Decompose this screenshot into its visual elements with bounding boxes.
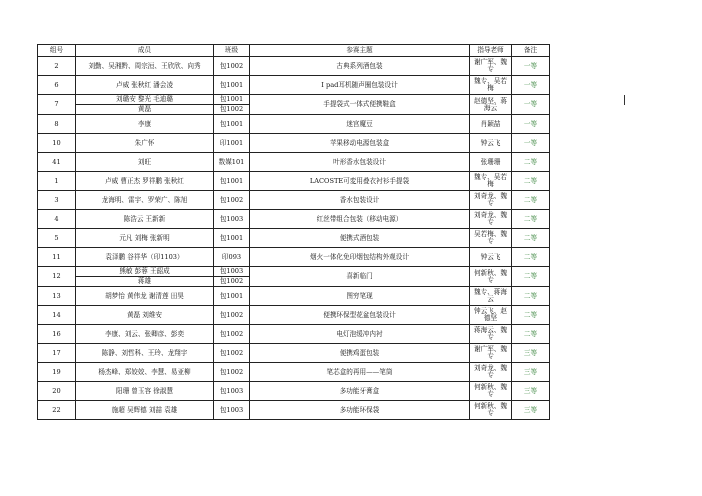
- cell-award: 三等: [512, 401, 550, 420]
- cell-topic: 喜新临门: [250, 267, 470, 287]
- cell-topic: 叶形香水包装设计: [250, 153, 470, 172]
- cell-award: 二等: [512, 325, 550, 344]
- cell-teacher: 刘奇龙、魏专: [470, 210, 512, 229]
- header-class: 班级: [214, 45, 250, 57]
- cell-teacher: 蒋海云、魏专: [470, 325, 512, 344]
- cell-award: 三等: [512, 344, 550, 363]
- table-row: [38, 134, 550, 153]
- cell-group: 2: [38, 57, 76, 76]
- text-cursor: [624, 95, 625, 105]
- cell-group: 4: [38, 210, 76, 229]
- cell-topic: 笔芯盒的再用——笔筒: [250, 363, 470, 382]
- table-row: [38, 191, 550, 210]
- cell-award: 二等: [512, 287, 550, 306]
- cell-topic: 手提袋式一体式便携鞋盒: [250, 95, 470, 115]
- cell-teacher: 钟云飞: [470, 134, 512, 153]
- cell-teacher: 刘奇龙、魏专: [470, 191, 512, 210]
- cell-topic: 红丝带组合包装（移动电源）: [250, 210, 470, 229]
- cell-class: 包1002: [214, 191, 250, 210]
- cell-topic: 古典系列酒包装: [250, 57, 470, 76]
- cell-class: 包1003: [214, 210, 250, 229]
- awards-table: [37, 44, 550, 420]
- cell-award: 一等: [512, 115, 550, 134]
- cell-award: 一等: [512, 76, 550, 95]
- table-row: [38, 229, 550, 248]
- cell-teacher: 魏专、蒋海云: [470, 287, 512, 306]
- cell-group: 6: [38, 76, 76, 95]
- cell-award: 一等: [512, 95, 550, 115]
- cell-class: 包1002: [214, 105, 250, 115]
- table-row: [38, 401, 550, 420]
- cell-group: 19: [38, 363, 76, 382]
- header-topic: 参赛主题: [250, 45, 470, 57]
- cell-topic: 便携式酒包装: [250, 229, 470, 248]
- cell-members: 李康、刘云、张卿彦、彭奕: [76, 325, 214, 344]
- cell-members: 朱广怀: [76, 134, 214, 153]
- cell-award: 二等: [512, 248, 550, 267]
- table-row: [38, 172, 550, 191]
- cell-teacher: 魏专、吴若梅: [470, 172, 512, 191]
- cell-teacher: 谢广军、魏专: [470, 57, 512, 76]
- cell-group: 14: [38, 306, 76, 325]
- cell-class: 包1001: [214, 115, 250, 134]
- cell-members: 卢威 曹正杰 罗祥鹏 张秋红: [76, 172, 214, 191]
- cell-class: 包1001: [214, 229, 250, 248]
- cell-class: 印093: [214, 248, 250, 267]
- table-row: [38, 306, 550, 325]
- cell-award: 二等: [512, 191, 550, 210]
- cell-topic: 电灯泡缓冲内衬: [250, 325, 470, 344]
- cell-group: 12: [38, 267, 76, 287]
- cell-members: 龙海明、雷宇、罗荣广、陈旭: [76, 191, 214, 210]
- cell-members: 元凡 刘梅 张新明: [76, 229, 214, 248]
- cell-members: 卢威 张秋红 潘会凌: [76, 76, 214, 95]
- table-row: [38, 95, 550, 105]
- cell-class: 包1001: [214, 287, 250, 306]
- cell-teacher: 肖颖喆: [470, 115, 512, 134]
- table-row: [38, 153, 550, 172]
- cell-topic: 苹果移动电源包装盒: [250, 134, 470, 153]
- header-row: [38, 45, 550, 57]
- cell-members: 熊敏 彭蓉 王韶成: [76, 267, 214, 277]
- cell-teacher: 钟云飞、赵德坚: [470, 306, 512, 325]
- cell-group: 13: [38, 287, 76, 306]
- cell-class: 包1001: [214, 95, 250, 105]
- cell-award: 二等: [512, 229, 550, 248]
- cell-class: 包1002: [214, 344, 250, 363]
- cell-members: 杨杰峰、郑姣姣、李慧、易亚柳: [76, 363, 214, 382]
- cell-group: 22: [38, 401, 76, 420]
- cell-group: 41: [38, 153, 76, 172]
- cell-class: 包1002: [214, 306, 250, 325]
- cell-members: 刘勤、吴湘黔、周宗洹、王欣欣、向秀: [76, 57, 214, 76]
- cell-group: 16: [38, 325, 76, 344]
- cell-award: 二等: [512, 172, 550, 191]
- cell-topic: 图穷笔现: [250, 287, 470, 306]
- cell-topic: 香水包装设计: [250, 191, 470, 210]
- table-row: [38, 248, 550, 267]
- table-row: [38, 76, 550, 95]
- cell-topic: 便携环保型花盆包装设计: [250, 306, 470, 325]
- cell-award: 三等: [512, 363, 550, 382]
- cell-topic: LACOSTE可変用叠衣衬衫手提袋: [250, 172, 470, 191]
- cell-class: 包1002: [214, 57, 250, 76]
- table-row: [38, 382, 550, 401]
- cell-class: 包1003: [214, 267, 250, 277]
- header-group: 组号: [38, 45, 76, 57]
- cell-teacher: 张珊珊: [470, 153, 512, 172]
- cell-teacher: 魏专、吴若梅: [470, 76, 512, 95]
- cell-topic: 便携鸡蛋包装: [250, 344, 470, 363]
- cell-topic: 多功能环保袋: [250, 401, 470, 420]
- header-note: 备注: [512, 45, 550, 57]
- cell-members: 刘旺: [76, 153, 214, 172]
- table-row: [38, 267, 550, 277]
- cell-teacher: 刘奇龙、魏专: [470, 363, 512, 382]
- table-row: [38, 344, 550, 363]
- cell-class: 包1002: [214, 277, 250, 287]
- table-row: [38, 287, 550, 306]
- cell-teacher: 何新秋、魏专: [470, 267, 512, 287]
- cell-group: 1: [38, 172, 76, 191]
- header-teacher: 指导老师: [470, 45, 512, 57]
- table-row: [38, 115, 550, 134]
- cell-teacher: 赵德坚、蒋海云: [470, 95, 512, 115]
- cell-members: 袁泽鹏 谷祥华（印1103）: [76, 248, 214, 267]
- cell-topic: 多功能牙膏盒: [250, 382, 470, 401]
- cell-members: 胡梦怡 黄伟龙 谢清莲 田昊: [76, 287, 214, 306]
- cell-teacher: 谢广军、魏专: [470, 344, 512, 363]
- cell-topic: 迷宫魔豆: [250, 115, 470, 134]
- cell-teacher: 何新秋、魏专: [470, 382, 512, 401]
- table-row: [38, 363, 550, 382]
- cell-members: 黄磊 刘维安: [76, 306, 214, 325]
- cell-members: 李康: [76, 115, 214, 134]
- table-row: [38, 210, 550, 229]
- cell-group: 10: [38, 134, 76, 153]
- cell-group: 11: [38, 248, 76, 267]
- table-row: [38, 325, 550, 344]
- cell-award: 一等: [512, 134, 550, 153]
- cell-class: 印1001: [214, 134, 250, 153]
- cell-class: 包1001: [214, 76, 250, 95]
- cell-class: 包1001: [214, 172, 250, 191]
- cell-group: 7: [38, 95, 76, 115]
- cell-members: 陈静、刘哲科、王玲、龙翔宇: [76, 344, 214, 363]
- cell-class: 包1002: [214, 325, 250, 344]
- cell-award: 二等: [512, 153, 550, 172]
- cell-teacher: 何新秋、魏专: [470, 401, 512, 420]
- cell-members: 蒋雄: [76, 277, 214, 287]
- cell-award: 三等: [512, 382, 550, 401]
- cell-group: 17: [38, 344, 76, 363]
- cell-group: 20: [38, 382, 76, 401]
- cell-class: 包1002: [214, 363, 250, 382]
- cell-topic: I pad耳机随声圈包装设计: [250, 76, 470, 95]
- cell-teacher: 钟云飞: [470, 248, 512, 267]
- cell-members: 阳珊 曾玉容 徐淑慧: [76, 382, 214, 401]
- cell-group: 8: [38, 115, 76, 134]
- cell-members: 施超 吴辉德 刘喆 袁雄: [76, 401, 214, 420]
- cell-members: 刘璐安 黎光 毛迪璐: [76, 95, 214, 105]
- cell-award: 二等: [512, 210, 550, 229]
- cell-group: 5: [38, 229, 76, 248]
- cell-award: 二等: [512, 267, 550, 287]
- cell-members: 陈浩云 王新新: [76, 210, 214, 229]
- cell-members: 黄磊: [76, 105, 214, 115]
- cell-award: 一等: [512, 57, 550, 76]
- cell-class: 数媒101: [214, 153, 250, 172]
- header-members: 成员: [76, 45, 214, 57]
- table-row: [38, 57, 550, 76]
- cell-group: 3: [38, 191, 76, 210]
- cell-class: 包1003: [214, 401, 250, 420]
- cell-topic: 烟火一体化免印烟包结构外观设计: [250, 248, 470, 267]
- cell-teacher: 吴若梅、魏专: [470, 229, 512, 248]
- cell-award: 二等: [512, 306, 550, 325]
- cell-class: 包1003: [214, 382, 250, 401]
